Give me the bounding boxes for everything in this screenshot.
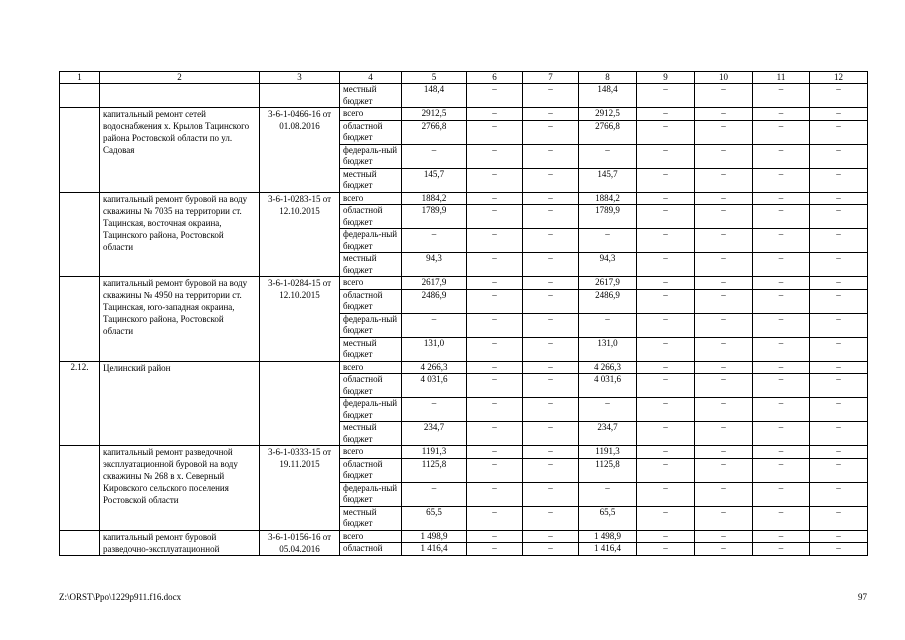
column-header-7: 7: [523, 72, 579, 84]
value-col-7: –: [523, 337, 579, 361]
value-col-6: –: [467, 337, 523, 361]
value-col-6: –: [467, 313, 523, 337]
value-col-12: –: [810, 482, 868, 506]
value-col-8: 2766,8: [579, 120, 637, 144]
value-col-6: –: [467, 398, 523, 422]
value-col-11: –: [753, 192, 810, 205]
value-col-8: 2912,5: [579, 108, 637, 121]
value-col-8: –: [579, 229, 637, 253]
column-header-1: 1: [60, 72, 100, 84]
funding-type: местный бюджет: [340, 337, 402, 361]
value-col-10: –: [695, 144, 753, 168]
value-col-10: –: [695, 277, 753, 290]
value-col-8: 148,4: [579, 84, 637, 108]
value-col-10: –: [695, 506, 753, 530]
funding-type: всего: [340, 108, 402, 121]
value-col-9: –: [637, 168, 695, 192]
value-col-5: 4 266,3: [402, 361, 467, 374]
funding-type: федераль-ный бюджет: [340, 398, 402, 422]
document-code: 3-6-1-0284-15 от 12.10.2015: [260, 277, 340, 362]
value-col-9: –: [637, 530, 695, 543]
value-col-8: 1191,3: [579, 446, 637, 459]
funding-type: всего: [340, 446, 402, 459]
value-col-11: –: [753, 337, 810, 361]
value-col-5: 1 416,4: [402, 543, 467, 556]
value-col-5: –: [402, 398, 467, 422]
value-col-5: –: [402, 229, 467, 253]
value-col-5: 1789,9: [402, 205, 467, 229]
value-col-9: –: [637, 374, 695, 398]
value-col-7: –: [523, 289, 579, 313]
value-col-10: –: [695, 482, 753, 506]
object-name: капитальный ремонт буровой разведочно-эксплуатационной: [100, 530, 260, 555]
value-col-9: –: [637, 108, 695, 121]
document-code: 3-6-1-0466-16 от 01.08.2016: [260, 108, 340, 193]
value-col-8: 2486,9: [579, 289, 637, 313]
table-body: [60, 72, 868, 556]
value-col-9: –: [637, 337, 695, 361]
table-row: [60, 530, 868, 543]
column-header-3: 3: [260, 72, 340, 84]
value-col-7: –: [523, 374, 579, 398]
value-col-8: 2617,9: [579, 277, 637, 290]
value-col-10: –: [695, 398, 753, 422]
item-number: 2.12.: [60, 361, 100, 446]
value-col-10: –: [695, 337, 753, 361]
value-col-11: –: [753, 543, 810, 556]
value-col-5: 94,3: [402, 253, 467, 277]
value-col-5: 4 031,6: [402, 374, 467, 398]
value-col-10: –: [695, 253, 753, 277]
value-col-5: 145,7: [402, 168, 467, 192]
table-row: [60, 192, 868, 205]
value-col-7: –: [523, 422, 579, 446]
value-col-7: –: [523, 168, 579, 192]
value-col-12: –: [810, 458, 868, 482]
value-col-8: 1884,2: [579, 192, 637, 205]
funding-type: федераль-ный бюджет: [340, 229, 402, 253]
value-col-12: –: [810, 422, 868, 446]
value-col-8: 1 416,4: [579, 543, 637, 556]
column-header-5: 5: [402, 72, 467, 84]
value-col-11: –: [753, 446, 810, 459]
column-header-10: 10: [695, 72, 753, 84]
value-col-6: –: [467, 144, 523, 168]
value-col-10: –: [695, 205, 753, 229]
funding-type: местный бюджет: [340, 506, 402, 530]
value-col-12: –: [810, 337, 868, 361]
value-col-8: –: [579, 398, 637, 422]
value-col-5: 2912,5: [402, 108, 467, 121]
column-header-9: 9: [637, 72, 695, 84]
value-col-5: 2766,8: [402, 120, 467, 144]
value-col-9: –: [637, 84, 695, 108]
value-col-12: –: [810, 313, 868, 337]
value-col-11: –: [753, 458, 810, 482]
value-col-11: –: [753, 530, 810, 543]
value-col-7: –: [523, 530, 579, 543]
value-col-6: –: [467, 168, 523, 192]
table-row: [60, 277, 868, 290]
value-col-8: –: [579, 144, 637, 168]
value-col-10: –: [695, 192, 753, 205]
value-col-6: –: [467, 446, 523, 459]
value-col-12: –: [810, 192, 868, 205]
value-col-6: –: [467, 543, 523, 556]
object-name: капитальный ремонт разведочной эксплуатационной буровой на воду скважины № 268 в х. Северный Кировского сельского поселения Ростовской области: [100, 446, 260, 531]
item-number: [60, 192, 100, 277]
value-col-7: –: [523, 205, 579, 229]
value-col-7: –: [523, 144, 579, 168]
value-col-8: 1789,9: [579, 205, 637, 229]
value-col-5: –: [402, 482, 467, 506]
value-col-9: –: [637, 482, 695, 506]
value-col-8: 1125,8: [579, 458, 637, 482]
value-col-10: –: [695, 84, 753, 108]
value-col-8: 145,7: [579, 168, 637, 192]
value-col-9: –: [637, 229, 695, 253]
value-col-5: 234,7: [402, 422, 467, 446]
value-col-7: –: [523, 229, 579, 253]
item-number: [60, 108, 100, 193]
value-col-7: –: [523, 506, 579, 530]
funding-type: всего: [340, 192, 402, 205]
funding-type: областной бюджет: [340, 205, 402, 229]
value-col-8: 94,3: [579, 253, 637, 277]
funding-type: федераль-ный бюджет: [340, 313, 402, 337]
funding-type: всего: [340, 277, 402, 290]
value-col-11: –: [753, 229, 810, 253]
value-col-7: –: [523, 120, 579, 144]
object-name: капитальный ремонт сетей водоснабжения х. Крылов Тацинского района Ростовской области по ул. Садовая: [100, 108, 260, 193]
value-col-7: –: [523, 543, 579, 556]
value-col-11: –: [753, 120, 810, 144]
value-col-8: –: [579, 313, 637, 337]
value-col-9: –: [637, 205, 695, 229]
value-col-8: 4 266,3: [579, 361, 637, 374]
value-col-11: –: [753, 374, 810, 398]
document-code: 3-6-1-0283-15 от 12.10.2015: [260, 192, 340, 277]
value-col-9: –: [637, 120, 695, 144]
column-header-8: 8: [579, 72, 637, 84]
value-col-12: –: [810, 253, 868, 277]
value-col-7: –: [523, 361, 579, 374]
value-col-6: –: [467, 84, 523, 108]
item-number: [60, 277, 100, 362]
value-col-6: –: [467, 506, 523, 530]
funding-type: областной бюджет: [340, 458, 402, 482]
value-col-12: –: [810, 506, 868, 530]
value-col-9: –: [637, 506, 695, 530]
value-col-9: –: [637, 446, 695, 459]
value-col-11: –: [753, 205, 810, 229]
value-col-12: –: [810, 84, 868, 108]
value-col-7: –: [523, 458, 579, 482]
column-header-row: [60, 72, 868, 84]
value-col-7: –: [523, 446, 579, 459]
value-col-12: –: [810, 108, 868, 121]
funding-type: местный бюджет: [340, 84, 402, 108]
value-col-9: –: [637, 422, 695, 446]
value-col-9: –: [637, 192, 695, 205]
document-code: [260, 84, 340, 108]
document-code: [260, 361, 340, 446]
value-col-6: –: [467, 205, 523, 229]
value-col-5: –: [402, 144, 467, 168]
value-col-12: –: [810, 361, 868, 374]
value-col-11: –: [753, 253, 810, 277]
value-col-7: –: [523, 482, 579, 506]
value-col-10: –: [695, 374, 753, 398]
value-col-12: –: [810, 543, 868, 556]
value-col-10: –: [695, 313, 753, 337]
value-col-8: 234,7: [579, 422, 637, 446]
value-col-12: –: [810, 168, 868, 192]
value-col-7: –: [523, 398, 579, 422]
column-header-12: 12: [810, 72, 868, 84]
value-col-9: –: [637, 144, 695, 168]
value-col-9: –: [637, 253, 695, 277]
value-col-7: –: [523, 313, 579, 337]
value-col-12: –: [810, 277, 868, 290]
item-number: [60, 446, 100, 531]
value-col-12: –: [810, 530, 868, 543]
funding-type: областной бюджет: [340, 374, 402, 398]
value-col-9: –: [637, 543, 695, 556]
value-col-9: –: [637, 398, 695, 422]
value-col-9: –: [637, 289, 695, 313]
value-col-7: –: [523, 108, 579, 121]
value-col-11: –: [753, 506, 810, 530]
value-col-10: –: [695, 361, 753, 374]
value-col-8: 4 031,6: [579, 374, 637, 398]
value-col-6: –: [467, 482, 523, 506]
object-name: Целинский район: [100, 361, 260, 446]
value-col-6: –: [467, 361, 523, 374]
value-col-11: –: [753, 168, 810, 192]
value-col-12: –: [810, 374, 868, 398]
footer-page-number: 97: [858, 592, 867, 602]
value-col-9: –: [637, 277, 695, 290]
value-col-5: 2617,9: [402, 277, 467, 290]
value-col-12: –: [810, 229, 868, 253]
funding-type: областной бюджет: [340, 289, 402, 313]
value-col-10: –: [695, 229, 753, 253]
funding-type: местный бюджет: [340, 253, 402, 277]
value-col-12: –: [810, 446, 868, 459]
value-col-11: –: [753, 313, 810, 337]
item-number: [60, 530, 100, 555]
value-col-6: –: [467, 277, 523, 290]
value-col-6: –: [467, 120, 523, 144]
value-col-5: 1125,8: [402, 458, 467, 482]
value-col-11: –: [753, 84, 810, 108]
funding-type: всего: [340, 530, 402, 543]
value-col-6: –: [467, 458, 523, 482]
value-col-10: –: [695, 422, 753, 446]
value-col-10: –: [695, 530, 753, 543]
value-col-12: –: [810, 144, 868, 168]
value-col-5: 1884,2: [402, 192, 467, 205]
value-col-5: 148,4: [402, 84, 467, 108]
value-col-9: –: [637, 361, 695, 374]
value-col-11: –: [753, 289, 810, 313]
value-col-12: –: [810, 120, 868, 144]
value-col-5: 65,5: [402, 506, 467, 530]
value-col-10: –: [695, 168, 753, 192]
document-code: 3-6-1-0333-15 от 19.11.2015: [260, 446, 340, 531]
funding-type: федераль-ный бюджет: [340, 482, 402, 506]
funding-type: областной бюджет: [340, 120, 402, 144]
funding-type: областной: [340, 543, 402, 556]
value-col-9: –: [637, 458, 695, 482]
value-col-8: –: [579, 482, 637, 506]
value-col-10: –: [695, 543, 753, 556]
column-header-11: 11: [753, 72, 810, 84]
column-header-4: 4: [340, 72, 402, 84]
object-name: капитальный ремонт буровой на воду скважины № 7035 на территории ст. Тацинская, восточная окраина, Тацинского района, Ростовской области: [100, 192, 260, 277]
budget-table: [59, 71, 868, 556]
value-col-6: –: [467, 530, 523, 543]
value-col-11: –: [753, 398, 810, 422]
funding-type: местный бюджет: [340, 422, 402, 446]
value-col-9: –: [637, 313, 695, 337]
value-col-6: –: [467, 229, 523, 253]
value-col-6: –: [467, 108, 523, 121]
funding-type: местный бюджет: [340, 168, 402, 192]
value-col-11: –: [753, 361, 810, 374]
value-col-8: 65,5: [579, 506, 637, 530]
table-row: [60, 446, 868, 459]
value-col-6: –: [467, 289, 523, 313]
table-row: [60, 108, 868, 121]
object-name: капитальный ремонт буровой на воду скважины № 4950 на территории ст. Тацинская, юго-западная окраина, Тацинского района, Ростовской области: [100, 277, 260, 362]
value-col-11: –: [753, 108, 810, 121]
item-number: [60, 84, 100, 108]
value-col-5: 2486,9: [402, 289, 467, 313]
value-col-5: 131,0: [402, 337, 467, 361]
value-col-10: –: [695, 446, 753, 459]
value-col-6: –: [467, 374, 523, 398]
value-col-11: –: [753, 277, 810, 290]
table-row: [60, 361, 868, 374]
value-col-7: –: [523, 192, 579, 205]
column-header-6: 6: [467, 72, 523, 84]
value-col-5: 1 498,9: [402, 530, 467, 543]
document-code: 3-6-1-0156-16 от 05.04.2016: [260, 530, 340, 555]
value-col-10: –: [695, 120, 753, 144]
value-col-11: –: [753, 482, 810, 506]
value-col-6: –: [467, 422, 523, 446]
value-col-11: –: [753, 422, 810, 446]
value-col-8: 1 498,9: [579, 530, 637, 543]
value-col-10: –: [695, 289, 753, 313]
value-col-10: –: [695, 458, 753, 482]
object-name: [100, 84, 260, 108]
funding-type: всего: [340, 361, 402, 374]
value-col-12: –: [810, 205, 868, 229]
value-col-7: –: [523, 253, 579, 277]
value-col-12: –: [810, 398, 868, 422]
value-col-6: –: [467, 253, 523, 277]
value-col-10: –: [695, 108, 753, 121]
value-col-7: –: [523, 84, 579, 108]
value-col-6: –: [467, 192, 523, 205]
funding-type: федераль-ный бюджет: [340, 144, 402, 168]
value-col-5: –: [402, 313, 467, 337]
value-col-7: –: [523, 277, 579, 290]
table-row: [60, 84, 868, 108]
value-col-8: 131,0: [579, 337, 637, 361]
column-header-2: 2: [100, 72, 260, 84]
value-col-12: –: [810, 289, 868, 313]
value-col-11: –: [753, 144, 810, 168]
value-col-5: 1191,3: [402, 446, 467, 459]
footer-file-path: Z:\ORST\Ppo\1229p911.f16.docx: [59, 592, 182, 602]
